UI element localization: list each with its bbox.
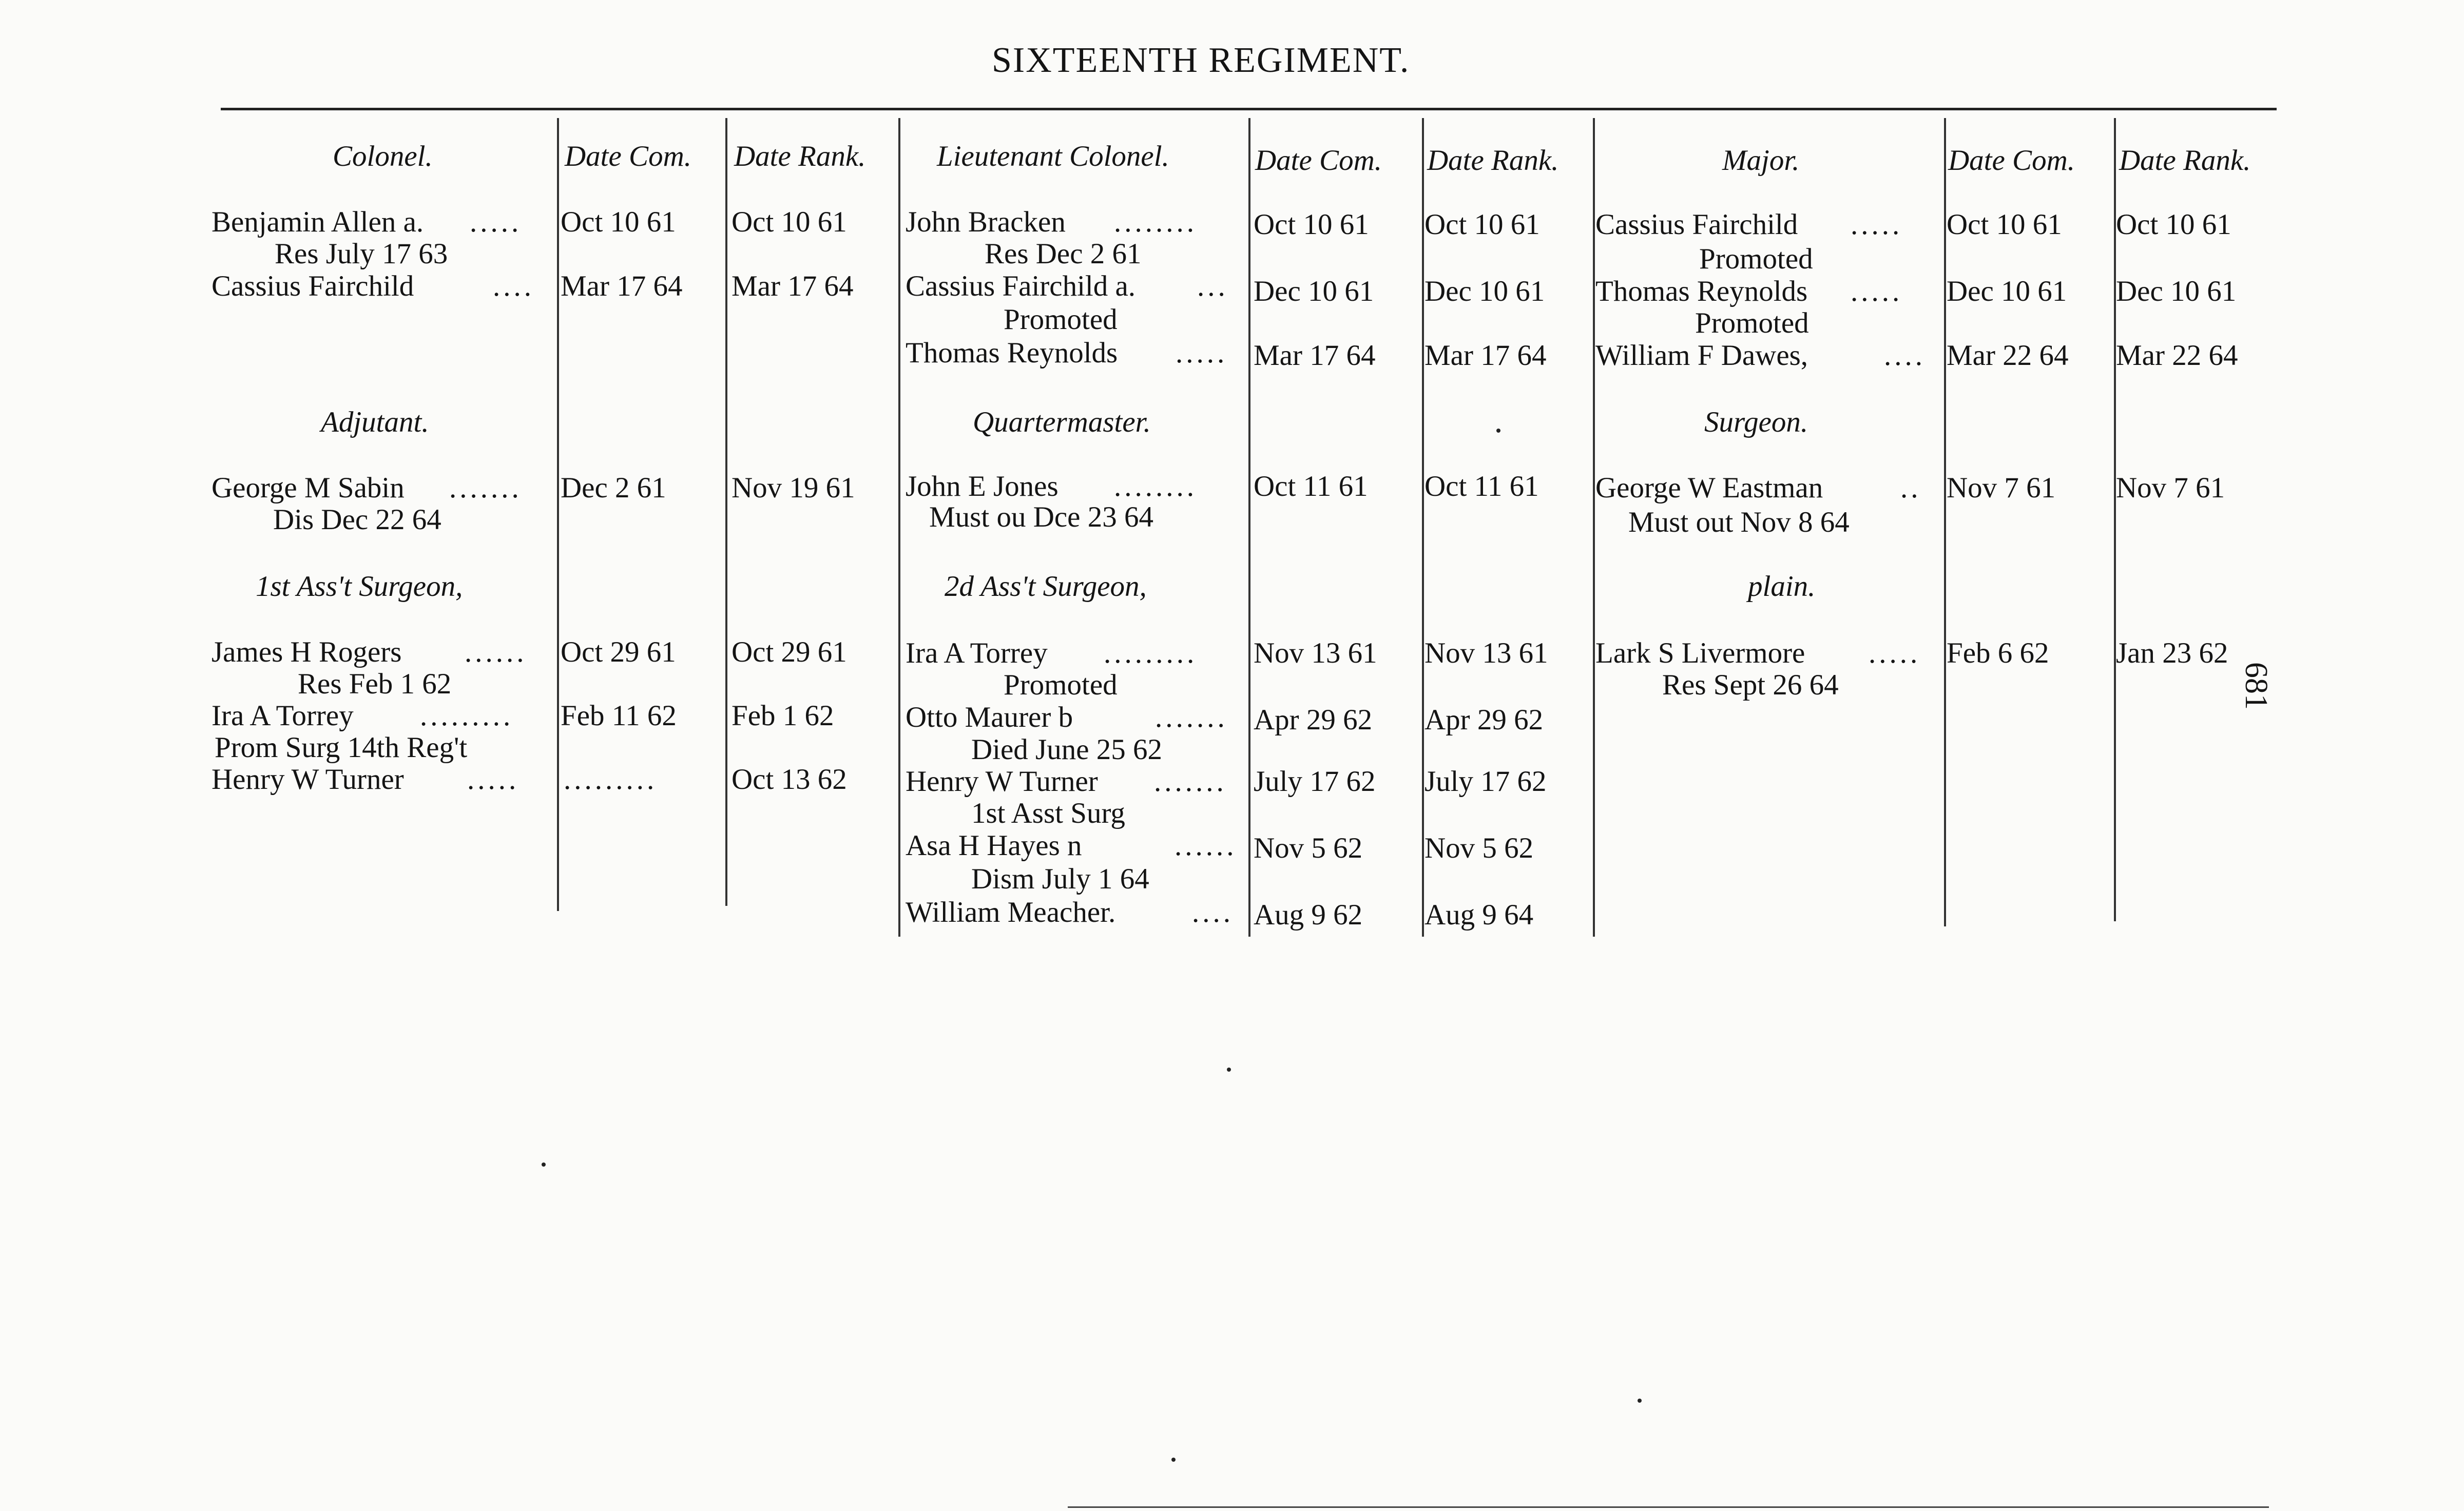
date-commission: Dec 2 61 — [561, 472, 666, 504]
column-divider — [1422, 118, 1424, 937]
leader-dots: ....... — [1155, 701, 1228, 733]
leader-dots: .. — [1900, 472, 1921, 504]
officer-name: Henry W Turner — [906, 765, 1098, 798]
header-major: Major. — [1722, 144, 1800, 177]
officer-name: Benjamin Allen a. — [211, 206, 424, 238]
leader-dots: ........ — [1114, 470, 1197, 502]
officer-name: Henry W Turner — [211, 763, 404, 796]
date-commission: Oct 10 61 — [561, 206, 676, 238]
date-rank: Oct 13 62 — [732, 763, 847, 796]
date-rank: Feb 1 62 — [732, 700, 834, 732]
officer-name: Lark S Livermore — [1595, 637, 1805, 669]
date-commission: Oct 10 61 — [1254, 208, 1369, 241]
title-rule — [221, 108, 2277, 110]
officer-note: Res Feb 1 62 — [298, 668, 452, 700]
officer-name: William Meacher. — [906, 896, 1116, 928]
leader-dots: ..... — [467, 763, 519, 796]
leader-dots: ...... — [1175, 829, 1237, 862]
header-date-com: Date Com. — [565, 140, 691, 172]
date-rank: Nov 7 61 — [2116, 472, 2225, 504]
leader-dots: ..... — [1176, 337, 1228, 369]
officer-note: Promoted — [1004, 303, 1118, 336]
officer-note: Must out Nov 8 64 — [1628, 506, 1850, 538]
date-commission: Oct 11 61 — [1254, 470, 1368, 502]
officer-name: Asa H Hayes n — [906, 829, 1082, 862]
date-rank: July 17 62 — [1424, 765, 1547, 798]
officer-note: Must ou Dce 23 64 — [929, 501, 1153, 533]
date-rank: Nov 13 61 — [1424, 637, 1548, 669]
leader-dots: ...... — [465, 636, 527, 668]
leader-dots: ......... — [420, 700, 514, 732]
column-divider — [898, 118, 900, 937]
subheader-quartermaster: Quartermaster. — [973, 406, 1151, 438]
leader-dots: ........ — [1114, 206, 1197, 238]
subheader-surgeon: Surgeon. — [1704, 406, 1808, 438]
subheader-2d-asst-surgeon: 2d Ass't Surgeon, — [945, 570, 1147, 603]
officer-note: Dis Dec 22 64 — [273, 503, 441, 536]
officer-name: Cassius Fairchild — [211, 270, 414, 302]
date-rank: Aug 9 64 — [1424, 899, 1534, 931]
date-commission: Nov 13 61 — [1254, 637, 1377, 669]
officer-note: Res Sept 26 64 — [1662, 669, 1839, 701]
officer-name: Cassius Fairchild a. — [906, 270, 1136, 302]
officer-name: James H Rogers — [211, 636, 402, 668]
page-number: 681 — [2239, 662, 2274, 710]
officer-name: Thomas Reynolds — [1595, 275, 1808, 307]
date-rank: Mar 17 64 — [1424, 339, 1547, 372]
date-commission: Nov 7 61 — [1947, 472, 2056, 504]
leader-dots: ..... — [1851, 275, 1903, 307]
date-rank: Oct 10 61 — [1424, 208, 1540, 241]
subheader-adjutant: Adjutant. — [321, 406, 429, 438]
header-date-com: Date Com. — [1255, 144, 1382, 177]
officer-note: Died June 25 62 — [971, 733, 1163, 766]
date-commission: Apr 29 62 — [1254, 704, 1373, 736]
leader-dots: ..... — [470, 206, 522, 238]
date-commission: Mar 17 64 — [1254, 339, 1376, 372]
date-commission: Feb 11 62 — [561, 700, 677, 732]
date-rank: Oct 11 61 — [1424, 470, 1539, 502]
date-rank: Oct 29 61 — [732, 636, 847, 668]
date-commission: Feb 6 62 — [1947, 637, 2049, 669]
officer-name: William F Dawes, — [1595, 339, 1808, 372]
date-rank: Dec 10 61 — [2116, 275, 2237, 307]
leader-dots: .... — [1192, 896, 1234, 928]
header-date-rank: Date Rank. — [734, 140, 866, 172]
column-divider — [1248, 118, 1250, 937]
date-commission: Dec 10 61 — [1254, 275, 1374, 307]
date-rank: Oct 10 61 — [2116, 208, 2231, 241]
header-date-com: Date Com. — [1948, 144, 2075, 177]
leader-dots: ....... — [449, 472, 522, 504]
header-colonel: Colonel. — [333, 140, 433, 172]
date-commission: Oct 10 61 — [1947, 208, 2062, 241]
column-divider — [1593, 118, 1595, 937]
column-divider — [557, 118, 559, 911]
date-rank: Mar 17 64 — [732, 270, 854, 302]
officer-note: 1st Asst Surg — [971, 797, 1125, 829]
subheader-1st-asst-surgeon: 1st Ass't Surgeon, — [256, 570, 463, 603]
bottom-rule — [1068, 1506, 2269, 1508]
header-date-rank: Date Rank. — [1427, 144, 1559, 177]
leader-dots: ... — [1197, 270, 1228, 302]
officer-name: George M Sabin — [211, 472, 405, 504]
scan-speck — [1171, 1458, 1176, 1462]
date-rank: Nov 5 62 — [1424, 832, 1534, 864]
column-divider — [725, 118, 727, 906]
leader-dots: ..... — [1851, 208, 1903, 241]
date-commission-blank: ......... — [564, 763, 658, 796]
officer-note: Promoted — [1699, 243, 1813, 275]
officer-name: Thomas Reynolds — [906, 337, 1118, 369]
date-commission: Mar 22 64 — [1947, 339, 2069, 372]
officer-name: John E Jones — [906, 470, 1058, 502]
officer-note: Promoted — [1004, 669, 1118, 701]
header-lieutenant-colonel: Lieutenant Colonel. — [937, 140, 1169, 172]
officer-name: John Bracken — [906, 206, 1066, 238]
officer-note: Promoted — [1695, 307, 1809, 339]
date-rank: Apr 29 62 — [1424, 704, 1544, 736]
officer-name: Otto Maurer b — [906, 701, 1073, 733]
leader-dots: ..... — [1869, 637, 1921, 669]
scan-speck — [542, 1163, 546, 1167]
scan-speck — [1227, 1068, 1231, 1072]
page-title: SIXTEENTH REGIMENT. — [992, 41, 1410, 80]
date-commission: July 17 62 — [1254, 765, 1376, 798]
date-commission: Dec 10 61 — [1947, 275, 2067, 307]
scan-speck — [1496, 429, 1500, 433]
date-commission: Oct 29 61 — [561, 636, 676, 668]
officer-note: Res Dec 2 61 — [985, 238, 1142, 270]
officer-note: Dism July 1 64 — [971, 863, 1149, 895]
header-date-rank: Date Rank. — [2119, 144, 2251, 177]
leader-dots: ....... — [1154, 765, 1227, 798]
date-commission: Mar 17 64 — [561, 270, 683, 302]
officer-name: Cassius Fairchild — [1595, 208, 1798, 241]
date-rank: Jan 23 62 — [2116, 637, 2228, 669]
date-rank: Oct 10 61 — [732, 206, 847, 238]
date-commission: Nov 5 62 — [1254, 832, 1363, 864]
date-rank: Nov 19 61 — [732, 472, 855, 504]
column-divider — [1944, 118, 1946, 926]
officer-name: Ira A Torrey — [211, 700, 354, 732]
leader-dots: ......... — [1104, 637, 1198, 669]
officer-note: Prom Surg 14th Reg't — [215, 731, 468, 764]
officer-name: Ira A Torrey — [906, 637, 1048, 669]
leader-dots: .... — [1884, 339, 1926, 372]
leader-dots: .... — [493, 270, 534, 302]
date-rank: Mar 22 64 — [2116, 339, 2238, 372]
officer-name: George W Eastman — [1595, 472, 1823, 504]
date-commission: Aug 9 62 — [1254, 899, 1363, 931]
officer-note: Res July 17 63 — [275, 238, 448, 270]
date-rank: Dec 10 61 — [1424, 275, 1545, 307]
subheader-chaplain: plain. — [1748, 570, 1816, 603]
scan-speck — [1638, 1399, 1642, 1403]
